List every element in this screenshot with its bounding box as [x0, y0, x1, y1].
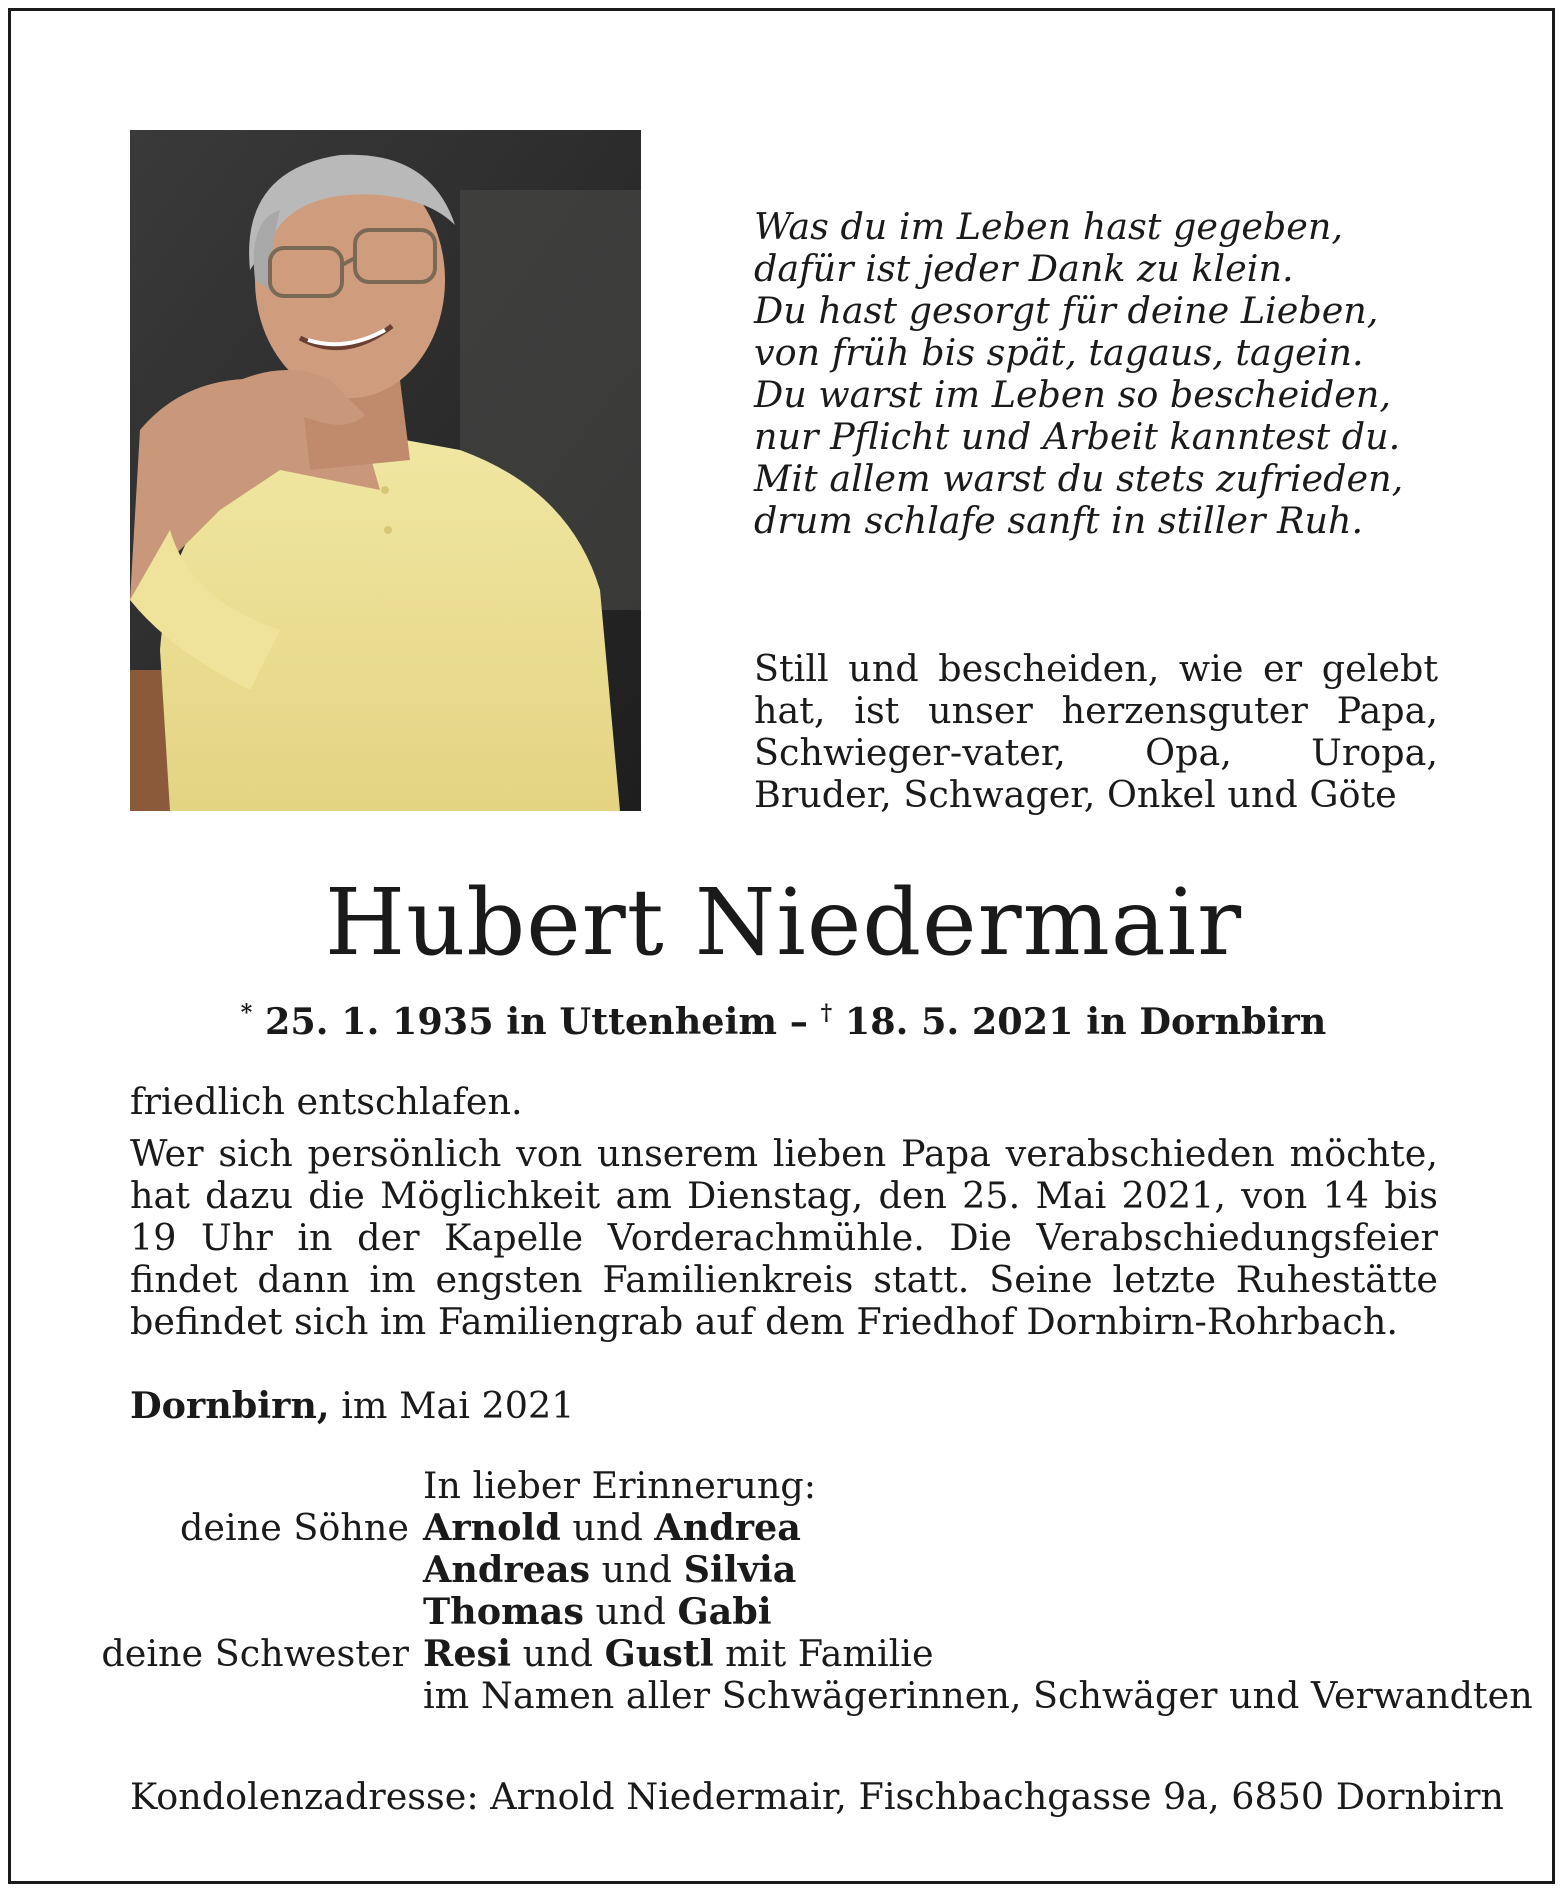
passing-text: friedlich entschlafen.	[130, 1080, 523, 1123]
mourners-list	[0, 1465, 1567, 1717]
sons-label: deine Söhne	[180, 1506, 409, 1549]
poem-line: Du warst im Leben so bescheiden,	[754, 373, 1391, 416]
poem-line: nur Pflicht und Arbeit kanntest du.	[754, 415, 1401, 458]
poem-line: dafür ist jeder Dank zu klein.	[754, 247, 1294, 290]
intro-text: Still und bescheiden, wie er gelebt hat, ist unser herzensguter Papa, Schwieger-vater, Opa, Uropa, Bruder, Schwager, Onkel und Göte	[754, 647, 1438, 816]
place-city: Dornbirn,	[130, 1384, 330, 1427]
place-date	[130, 1385, 1438, 1427]
farewell-paragraph: Wer sich persönlich von unserem lieben Papa verabschieden möchte, hat dazu die Möglichkeit am Dienstag, den 25. Mai 2021, von 14 bis 19 Uhr in der Kapelle Vorderachmühle. Die Verabschiedungsfeier findet dann im engsten Familienkreis statt. Seine letzte Ruhestätte befindet sich im Familiengrab auf dem Friedhof Dornbirn-Rohrbach.	[130, 1132, 1438, 1343]
poem-line: drum schlafe sanft in stiller Ruh.	[754, 499, 1364, 542]
mourner-name: Arnold	[423, 1506, 561, 1549]
death-symbol: †	[820, 1000, 833, 1026]
relatives-text: im Namen aller Schwägerinnen, Schwäger und Verwandten	[423, 1674, 1533, 1717]
mourner-name: Resi	[423, 1632, 511, 1675]
mourner-name: Andreas	[423, 1548, 591, 1591]
mourner-row	[0, 1549, 1567, 1591]
sister-label: deine Schwester	[101, 1632, 409, 1675]
mourner-name: Gustl	[604, 1632, 714, 1675]
remembrance-heading: In lieber Erinnerung:	[423, 1464, 816, 1507]
mourner-name: Thomas	[423, 1590, 584, 1633]
mourner-name: Andrea	[654, 1506, 801, 1549]
portrait-photo	[130, 130, 641, 811]
birth-symbol: *	[240, 1000, 253, 1026]
death-date: 18. 5. 2021 in Dornbirn	[844, 1000, 1327, 1043]
relatives-row	[0, 1675, 1567, 1717]
place-month: im Mai 2021	[329, 1384, 575, 1427]
date-separator: –	[789, 1000, 808, 1043]
condolence-address: Kondolenzadresse: Arnold Niedermair, Fischbachgasse 9a, 6850 Dornbirn	[130, 1775, 1504, 1818]
mourner-name: Silvia	[683, 1548, 797, 1591]
portrait-illustration	[130, 130, 641, 811]
poem-line: Was du im Leben hast gegeben,	[754, 205, 1343, 248]
mourner-row	[0, 1507, 1567, 1549]
poem-line: Du hast gesorgt für deine Lieben,	[754, 289, 1379, 332]
mourner-name: Gabi	[677, 1590, 772, 1633]
poem-line: von früh bis spät, tagaus, tagein.	[754, 331, 1364, 374]
life-dates	[0, 992, 1567, 1043]
birth-date: 25. 1. 1935 in Uttenheim	[264, 1000, 777, 1043]
mourner-row	[0, 1633, 1567, 1675]
joiner: und	[510, 1632, 605, 1675]
joiner: und	[583, 1590, 678, 1633]
memorial-poem	[754, 206, 1474, 542]
remembrance-heading-row	[0, 1465, 1567, 1507]
joiner: und	[560, 1506, 655, 1549]
mourner-row	[0, 1591, 1567, 1633]
deceased-name: Hubert Niedermair	[324, 869, 1243, 976]
poem-line: Mit allem warst du stets zufrieden,	[754, 457, 1404, 500]
joiner: und	[590, 1548, 684, 1591]
family-suffix: mit Familie	[713, 1632, 934, 1675]
